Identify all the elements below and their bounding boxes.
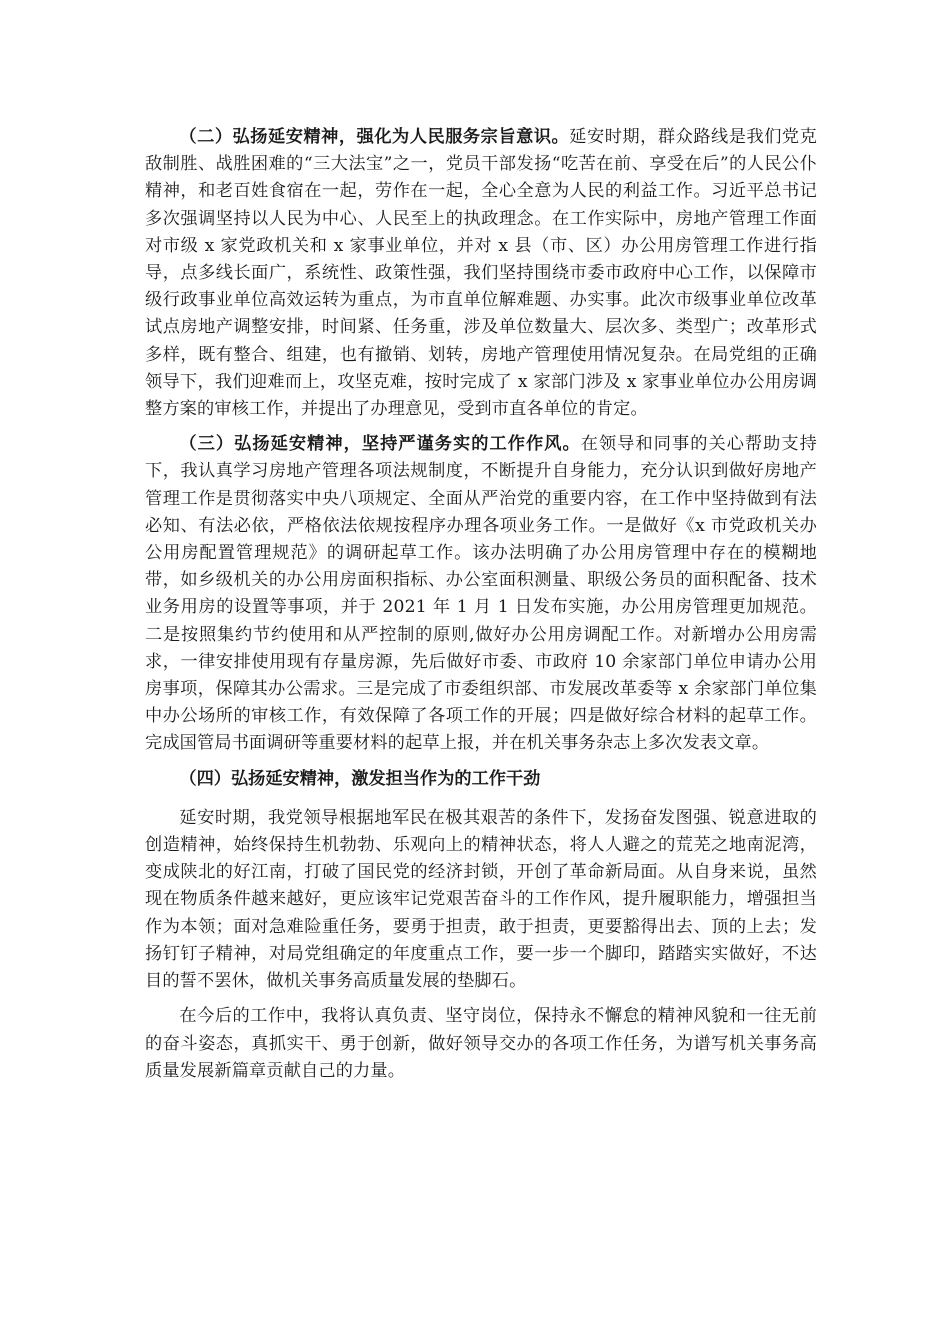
- section-2-body: 延安时期，群众路线是我们党克敌制胜、战胜困难的“三大法宝”之一，党员干部发扬“吃苦在前、享受在后”的人民公仆精神，和老百姓食宿在一起，劳作在一起，全心全意为人民的利益工作。习近平总书记多次强调坚持以人民为中心、人民至上的执政理念。在工作实际中，房地产管理工作面对市级 x 家党政机关和 x 家事业单位，并对 x 县（市、区）办公用房管理工作进行指导，点多线长面广，系统性、政策性强，我们坚持围绕市委市政府中心工作，以保障市级行政事业单位高效运转为重点，为市直单位解难题、办实事。此次市级事业单位改革试点房地产调整安排，时间紧、任务重，涉及单位数量大、层次多、类型广；改革形式多样，既有整合、组建，也有撤销、划转，房地产管理使用情况复杂。在局党组的正确领导下，我们迎难而上，攻坚克难，按时完成了 x 家部门涉及 x 家事业单位办公用房调整方案的审核工作，并提出了办理意见，受到市直各单位的肯定。: [145, 127, 817, 420]
- document-page: [145, 124, 817, 1093]
- section-4-heading: （四）弘扬延安精神，激发担当作为的工作干劲: [179, 768, 541, 789]
- section-3-lead: （三）弘扬延安精神，坚持严谨务实的工作作风。: [179, 434, 581, 455]
- closing-paragraph: 在今后的工作中，我将认真负责、坚守岗位，保持永不懈怠的精神风貌和一往无前的奋斗姿态，真抓实干、勇于创新，做好领导交办的各项工作任务，为谱写机关事务高质量发展新篇章贡献自己的力量。: [145, 1006, 817, 1081]
- section-2-paragraph: [145, 124, 817, 423]
- section-2-lead: （二）弘扬延安精神，强化为人民服务宗旨意识。: [179, 127, 570, 147]
- section-4-body: 延安时期，我党领导根据地军民在极其艰苦的条件下，发扬奋发图强、锐意进取的创造精神，始终保持生机勃勃、乐观向上的精神状态，将人人避之的荒芜之地南泥湾，变成陕北的好江南，打破了国民党的经济封锁，开创了革命新局面。从自身来说，虽然现在物质条件越来越好，更应该牢记党艰苦奋斗的工作作风，提升履职能力，增强担当作为本领；面对急难险重任务，要勇于担责，敢于担责，更要豁得出去、顶的上去；发扬钉钉子精神，对局党组确定的年度重点工作，要一步一个脚印，踏踏实实做好，不达目的誓不罢休，做机关事务高质量发展的垫脚石。: [145, 807, 817, 992]
- section-3-paragraph: [145, 431, 817, 757]
- section-3-body: 在领导和同事的关心帮助支持下，我认真学习房地产管理各项法规制度，不断提升自身能力，充分认识到做好房地产管理工作是贯彻落实中央八项规定、全面从严治党的重要内容，在工作中坚持做到有法必知、有法必依，严格依法依规按程序办理各项业务工作。一是做好《x 市党政机关办公用房配置管理规范》的调研起草工作。该办法明确了办公用房管理中存在的模糊地带，如乡级机关的办公用房面积指标、办公室面积测量、职级公务员的面积配备、技术业务用房的设置等事项，并于 2021 年 1 月 1 日发布实施，办公用房管理更加规范。二是按照集约节约使用和从严控制的原则,做好办公用房调配工作。对新增办公用房需求，一律安排使用现有存量房源，先后做好市委、市政府 10 余家部门单位申请办公用房事项，保障其办公需求。三是完成了市委组织部、市发展改革委等 x 余家部门单位集中办公场所的审核工作，有效保障了各项工作的开展；四是做好综合材料的起草工作。完成国管局书面调研等重要材料的起草上报，并在机关事务杂志上多次发表文章。: [145, 434, 818, 754]
